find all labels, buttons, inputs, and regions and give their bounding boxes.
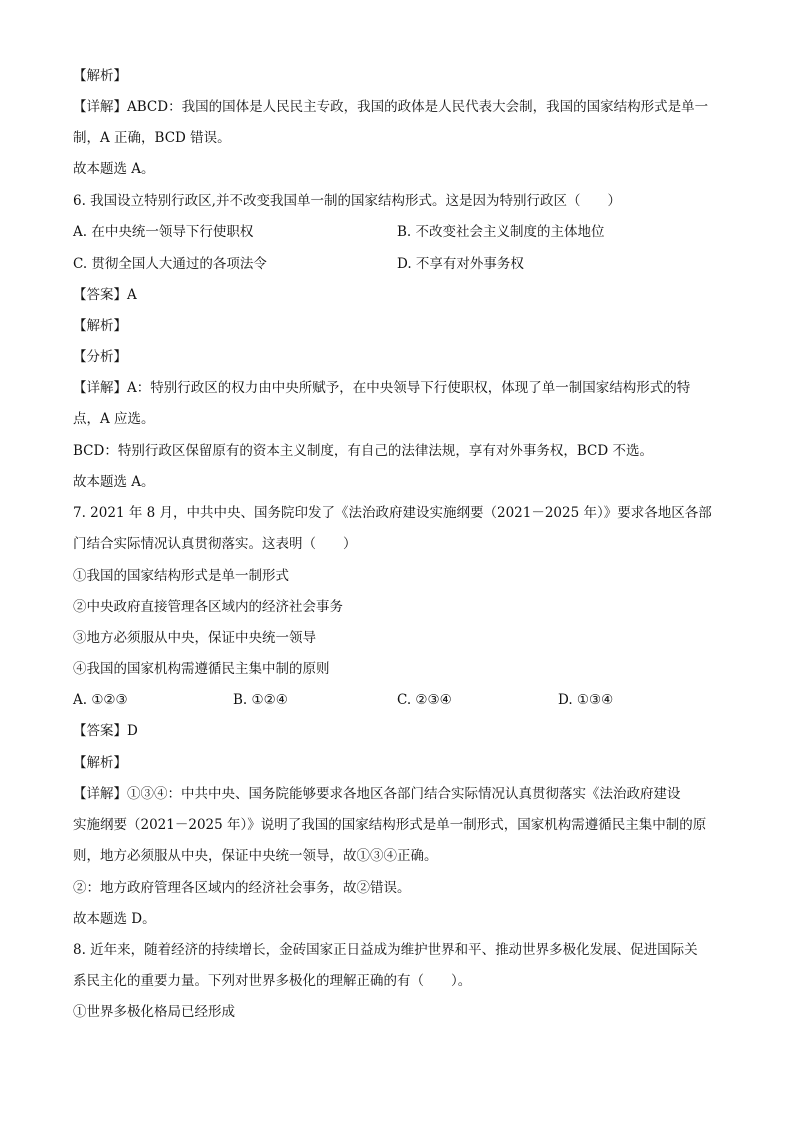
q6-detail-line-3: BCD：特别行政区保留原有的资本主义制度，有自己的法律法规，享有对外事务权，BCD 不选。: [73, 443, 653, 459]
q6-detail-line-2: 点，A 应选。: [73, 411, 155, 427]
q6-detail-line-1: 【详解】A：特别行政区的权力由中央所赋予，在中央领导下行使职权，体现了单一制国家结构形式的特: [73, 380, 691, 396]
q7-option-d: D. ①③④: [558, 692, 614, 708]
q7-answer: 【答案】D: [73, 723, 138, 739]
q7-item-1: ①我国的国家结构形式是单一制形式: [73, 568, 289, 584]
q7-conclusion: 故本题选 D。: [73, 911, 156, 927]
q7-detail-line-1: 【详解】①③④：中共中央、国务院能够要求各地区各部门结合实际情况认真贯彻落实《法治政府建设: [73, 786, 681, 802]
q6-option-c: C. 贯彻全国人大通过的各项法令: [73, 256, 267, 272]
q6-stem: 6. 我国设立特别行政区,并不改变我国单一制的国家结构形式。这是因为特别行政区（ ）: [73, 193, 621, 209]
q7-item-2: ②中央政府直接管理各区域内的经济社会事务: [73, 599, 343, 615]
q7-item-4: ④我国的国家机构需遵循民主集中制的原则: [73, 661, 330, 677]
q6-option-a: A. 在中央统一领导下行使职权: [73, 224, 254, 240]
q8-stem-line-1: 8. 近年来，随着经济的持续增长，金砖国家正日益成为维护世界和平、推动世界多极化发展、促进国际关: [73, 942, 698, 958]
prev-detail-line-2: 制，A 正确，BCD 错误。: [73, 130, 231, 146]
q7-detail-line-3: 则，地方必须服从中央，保证中央统一领导，故①③④正确。: [73, 848, 438, 864]
prev-detail-line-1: 【详解】ABCD：我国的国体是人民民主专政，我国的政体是人民代表大会制，我国的国家结构形式是单一: [73, 99, 709, 115]
q7-option-b: B. ①②④: [233, 692, 288, 708]
q8-item-1: ①世界多极化格局已经形成: [73, 1004, 235, 1020]
q6-answer: 【答案】A: [73, 287, 137, 303]
q6-option-d: D. 不享有对外事务权: [397, 256, 524, 272]
prev-analysis-label: 【解析】: [73, 68, 127, 84]
q7-analysis-label: 【解析】: [73, 755, 127, 771]
q6-analysis-label: 【解析】: [73, 318, 127, 334]
q6-option-b: B. 不改变社会主义制度的主体地位: [397, 224, 605, 240]
q7-stem-line-2: 门结合实际情况认真贯彻落实。这表明（ ）: [73, 536, 357, 552]
q8-stem-line-2: 系民主化的重要力量。下列对世界多极化的理解正确的有（ ）。: [73, 973, 472, 989]
prev-conclusion: 故本题选 A。: [73, 161, 155, 177]
q6-conclusion: 故本题选 A。: [73, 474, 155, 490]
q6-fenxi-label: 【分析】: [73, 349, 127, 365]
q7-item-3: ③地方必须服从中央，保证中央统一领导: [73, 630, 316, 646]
q7-detail-line-2: 实施纲要（2021－2025 年）》说明了我国的国家结构形式是单一制形式，国家机构需遵循民主集中制的原: [73, 817, 707, 833]
q7-option-c: C. ②③④: [397, 692, 452, 708]
q7-detail-line-4: ②：地方政府管理各区域内的经济社会事务，故②错误。: [73, 880, 411, 896]
q7-stem-line-1: 7. 2021 年 8 月，中共中央、国务院印发了《法治政府建设实施纲要（2021－2025 年）》要求各地区各部: [73, 505, 712, 521]
q7-option-a: A. ①②③: [73, 692, 128, 708]
